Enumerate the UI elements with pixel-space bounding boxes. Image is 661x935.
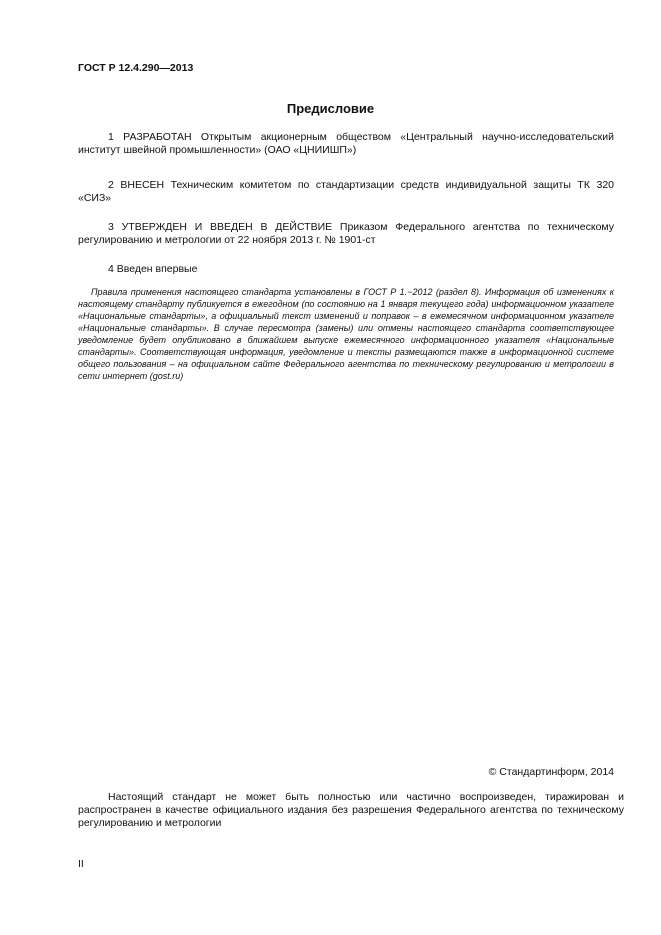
foreword-item-4 [78, 263, 614, 276]
copyright-line: © Стандартинформ, 2014 [488, 766, 614, 778]
page-number: II [78, 858, 84, 870]
foreword-item-text: 3 УТВЕРЖДЕН И ВВЕДЕН В ДЕЙСТВИЕ Приказом Федерального агентства по техническому регулированию и метрологии от 22 ноября 2013 г. № 1901-ст [78, 221, 614, 246]
foreword-item-text: 1 РАЗРАБОТАН Открытым акционерным обществом «Центральный научно-исследовательский институт швейной промышленности» (ОАО «ЦНИИШП») [78, 131, 614, 156]
section-title: Предисловие [286, 101, 375, 116]
document-code: ГОСТ Р 12.4.290—2013 [78, 62, 194, 74]
foreword-item-2 [78, 179, 614, 205]
foreword-item-text: 2 ВНЕСЕН Техническим комитетом по стандартизации средств индивидуальной защиты ТК 320 «СИЗ» [78, 179, 614, 204]
foreword-item-3 [78, 221, 614, 247]
foreword-item-text: 4 Введен впервые [108, 263, 198, 275]
application-rules-note: Правила применения настоящего стандарта установлены в ГОСТ Р 1.−2012 (раздел 8). Информация об изменениях к настоящему стандарту публикуется в ежегодном (по состоянию на 1 января текущего года) информационном указателе «Национальные стандарты», а официальный текст изменений и поправок – в ежемесячном информационном указателе «Национальные стандарты». В случае пересмотра (замены) или отмены настоящего стандарта соответствующее уведомление будет опубликовано в ближайшем выпуске ежемесячного информационного указателя «Национальные стандарты». Соответствующая информация, уведомление и тексты размещаются также в информационной системе общего пользования – на официальном сайте Федерального агентства по техническому регулированию и метрологии в сети интернет (gost.ru) [78, 287, 614, 381]
reproduction-notice: Настоящий стандарт не может быть полностью или частично воспроизведен, тиражирован и распространен в качестве официального издания без разрешения Федерального агентства по техническому регулированию и метрологии [78, 791, 624, 829]
foreword-item-1 [78, 131, 614, 157]
